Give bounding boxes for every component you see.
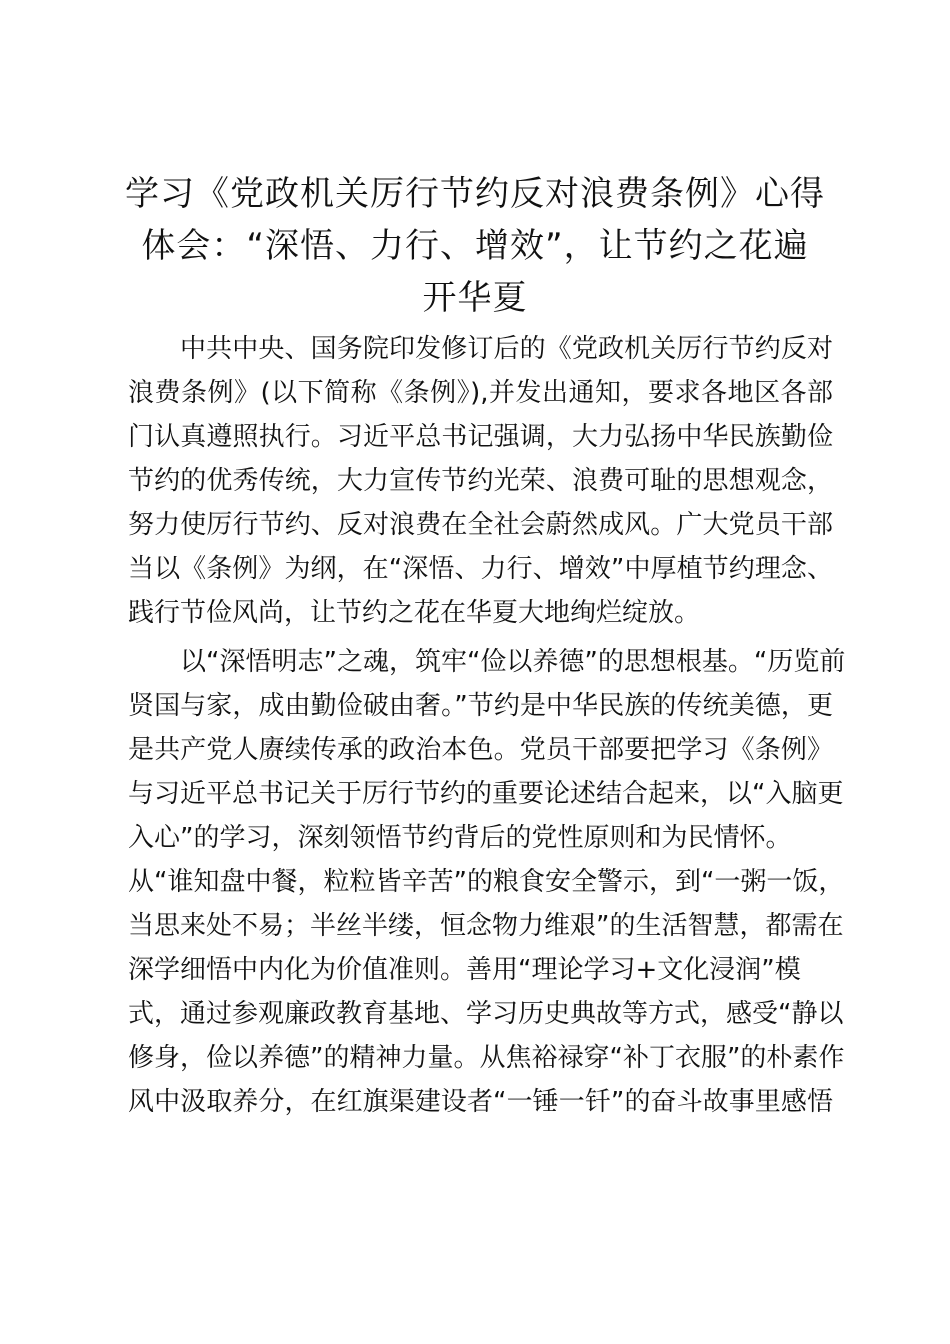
paragraph-2-line-2: 贤国与家，成由勤俭破由奢。”节约是中华民族的传统美德，更: [128, 691, 833, 721]
paragraph-3-line-2: 当思来处不易；半丝半缕，恒念物力维艰”的生活智慧，都需在: [128, 911, 844, 941]
paragraph-2-line-3: 是共产党人赓续传承的政治本色。党员干部要把学习《条例》: [128, 735, 833, 765]
paragraph-1-line-4: 节约的优秀传统，大力宣传节约光荣、浪费可耻的思想观念，: [128, 466, 833, 496]
paragraph-3-line-1: 从“谁知盘中餐，粒粒皆辛苦”的粮食安全警示，到“一粥一饭，: [128, 867, 845, 897]
paragraph-3-line-4: 式，通过参观廉政教育基地、学习历史典故等方式，感受“静以: [128, 999, 844, 1029]
paragraph-3-line-3: 深学细悟中内化为价值准则。善用“理论学习+文化浸润”模: [128, 955, 801, 985]
paragraph-1-line-5: 努力使厉行节约、反对浪费在全社会蔚然成风。广大党员干部: [128, 510, 833, 540]
title-line-1: 学习《党政机关厉行节约反对浪费条例》心得: [125, 174, 825, 214]
document-title: [118, 168, 832, 324]
paragraph-1-line-6: 当以《条例》为纲，在“深悟、力行、增效”中厚植节约理念、: [128, 554, 833, 584]
title-line-2: 体会：“深悟、力行、增效”，让节约之花遍: [141, 226, 809, 266]
paragraph-3-line-5: 修身，俭以养德”的精神力量。从焦裕禄穿“补丁衣服”的朴素作: [128, 1043, 845, 1073]
paragraph-3-line-6: 风中汲取养分，在红旗渠建设者“一锤一钎”的奋斗故事里感悟: [128, 1087, 833, 1117]
paragraph-1-line-2: 浪费条例》(以下简称《条例》),并发出通知，要求各地区各部: [128, 378, 833, 408]
paragraph-1-line-7: 践行节俭风尚，让节约之花在华夏大地绚烂绽放。: [128, 598, 701, 628]
paragraph-2-line-4: 与习近平总书记关于厉行节约的重要论述结合起来，以“入脑更: [128, 779, 844, 809]
paragraph-1-line-3: 门认真遵照执行。习近平总书记强调，大力弘扬中华民族勤俭: [128, 422, 833, 452]
paragraph-2-line-5: 入心”的学习，深刻领悟节约背后的党性原则和为民情怀。: [128, 823, 792, 853]
paragraph-1-line-1: 中共中央、国务院印发修订后的《党政机关厉行节约反对: [180, 334, 833, 364]
paragraph-2-line-1: 以“深悟明志”之魂，筑牢“俭以养德”的思想根基。“历览前: [180, 647, 846, 677]
title-line-3: 开华夏: [422, 278, 528, 318]
